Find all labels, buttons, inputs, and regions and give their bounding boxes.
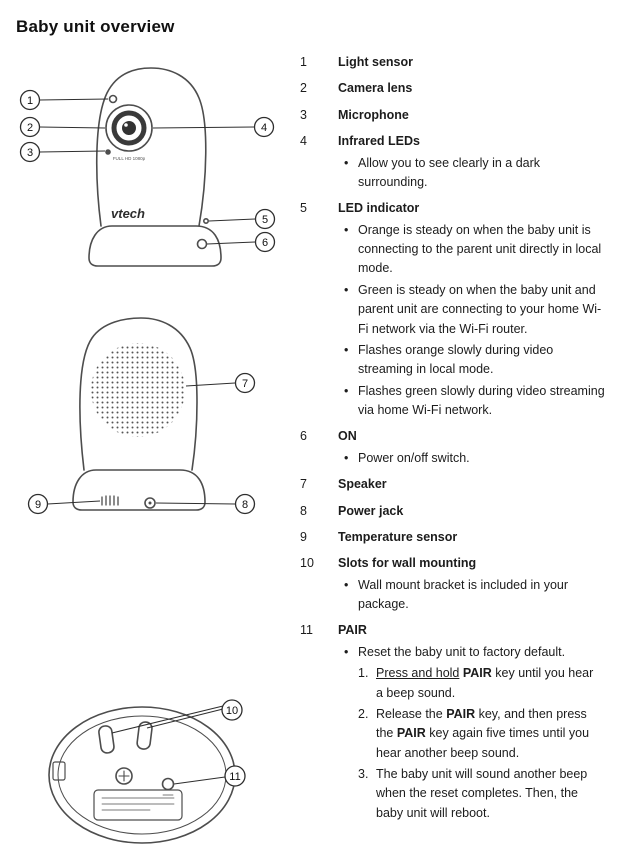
item-label: Power jack: [338, 503, 404, 518]
callout-5: [256, 210, 275, 229]
label-plate-lines: [102, 798, 174, 810]
svg-text:9: 9: [34, 499, 42, 511]
item-label: Temperature sensor: [338, 529, 458, 544]
item-label: Speaker: [338, 477, 387, 492]
side-base: [73, 470, 205, 510]
bullet-item: • Wall mount bracket is included in your package.: [344, 576, 632, 615]
item-label: Microphone: [338, 107, 409, 122]
callout-2: [21, 118, 40, 137]
callout-9: [29, 495, 48, 514]
list-item-wall-mounting: [300, 554, 632, 614]
item-number: 1: [300, 55, 307, 69]
svg-text:1: 1: [26, 95, 34, 107]
bullet-item: • Reset the baby unit to factory default.: [344, 643, 632, 662]
list-item-microphone: [300, 106, 632, 125]
callout-3: [21, 143, 40, 162]
step-text: Press and hold PAIR key until you hear a beep sound.: [376, 666, 594, 700]
svg-text:5: 5: [261, 214, 269, 226]
svg-text:6: 6: [261, 237, 269, 249]
svg-text:3: 3: [26, 147, 34, 159]
list-item-infrared-leds: [300, 132, 632, 192]
item-label: Slots for wall mounting: [338, 556, 477, 571]
vtech-logo: vtech: [111, 206, 145, 221]
item-label: Camera lens: [338, 81, 413, 96]
list-item-power-jack: [300, 502, 632, 521]
side-view-drawing: [73, 318, 205, 510]
bottom-label-plate: [94, 790, 182, 820]
svg-text:11: 11: [229, 771, 241, 783]
light-sensor-drawing: [110, 96, 117, 103]
item-number: 3: [300, 107, 307, 122]
bullet-item: • Power on/off switch.: [344, 449, 632, 468]
callout-6: [256, 233, 275, 252]
camera-lens-inner: [122, 121, 136, 135]
step-item: [358, 765, 632, 823]
wall-mount-slot-left: [98, 725, 115, 754]
lens-highlight: [124, 123, 128, 127]
microphone-drawing: [106, 150, 110, 154]
item-label: PAIR: [338, 623, 367, 638]
svg-text:10: 10: [225, 705, 239, 717]
callout-11: [225, 766, 245, 786]
item-number: 9: [300, 529, 307, 544]
bottom-outline: [49, 707, 235, 843]
bullet-item: • Green is steady on when the baby unit and parent unit are connecting to your home Wi-Fi network via the Wi-Fi router.: [344, 281, 632, 339]
callout-8: [236, 495, 255, 514]
pair-reset-steps: [300, 664, 632, 823]
step-number: 2.: [358, 706, 369, 721]
item-number: 10: [300, 556, 314, 571]
item-number: 5: [300, 201, 307, 216]
item-label: Infrared LEDs: [338, 134, 420, 149]
power-jack-pin: [149, 502, 152, 505]
callout-4: [255, 118, 274, 137]
camera-body: [97, 68, 206, 226]
item-number: 6: [300, 429, 307, 444]
bottom-view-drawing: [49, 707, 235, 843]
step-text: Release the PAIR key, and then press the PAIR key again five times until you hear another beep sound.: [376, 706, 590, 760]
list-item-temperature-sensor: [300, 528, 632, 547]
callout-7: [236, 374, 255, 393]
step-item: [358, 664, 632, 703]
item-label: LED indicator: [338, 201, 420, 216]
list-item-camera-lens: [300, 79, 632, 98]
item-number: 4: [300, 134, 307, 149]
list-item-light-sensor: [300, 53, 632, 72]
temperature-sensor-vents: [102, 496, 118, 505]
baby-unit-diagrams: [0, 0, 290, 848]
bullet-item: • Flashes orange slowly during video streaming in local mode.: [344, 341, 632, 380]
front-view-drawing: [89, 68, 221, 266]
bottom-rim: [58, 716, 226, 834]
mount-screw-cross: [119, 771, 129, 781]
legend-list: [300, 53, 632, 830]
item-label: ON: [338, 429, 357, 444]
callout-lines: [40, 99, 256, 784]
pair-button-drawing: [163, 779, 174, 790]
svg-text:8: 8: [241, 499, 249, 511]
bullet-item: • Orange is steady on when the baby unit is connecting to the parent unit directly in local mode.: [344, 221, 632, 279]
callout-bubbles: [21, 91, 275, 787]
item-number: 7: [300, 477, 307, 492]
step-text: The baby unit will sound another beep when the reset completes. Then, the baby unit will reboot.: [376, 767, 588, 820]
list-item-led-indicator: [300, 199, 632, 420]
item-number: 11: [300, 623, 313, 638]
bullet-item: • Flashes green slowly during video streaming via home Wi-Fi network.: [344, 382, 632, 421]
svg-text:7: 7: [241, 378, 249, 390]
item-label: Light sensor: [338, 55, 414, 69]
on-switch-drawing: [198, 240, 207, 249]
list-item-on: [300, 427, 632, 468]
step-item: [358, 705, 632, 763]
callout-1: [21, 91, 40, 110]
step-number: 3.: [358, 767, 369, 781]
speaker-grille: [91, 343, 185, 437]
item-number: 8: [300, 503, 307, 518]
lens-caption: FULL HD 1080p: [112, 156, 146, 161]
svg-text:4: 4: [260, 122, 268, 134]
bullet-item: • Allow you to see clearly in a dark surrounding.: [344, 154, 632, 193]
page-title: Baby unit overview: [16, 17, 175, 37]
list-item-pair: [300, 621, 632, 823]
step-number: 1.: [358, 666, 369, 681]
svg-text:2: 2: [26, 122, 34, 134]
item-number: 2: [300, 81, 307, 96]
list-item-speaker: [300, 475, 632, 494]
led-indicator-drawing: [204, 219, 208, 223]
camera-base: [89, 226, 221, 266]
callout-10: [222, 700, 242, 720]
